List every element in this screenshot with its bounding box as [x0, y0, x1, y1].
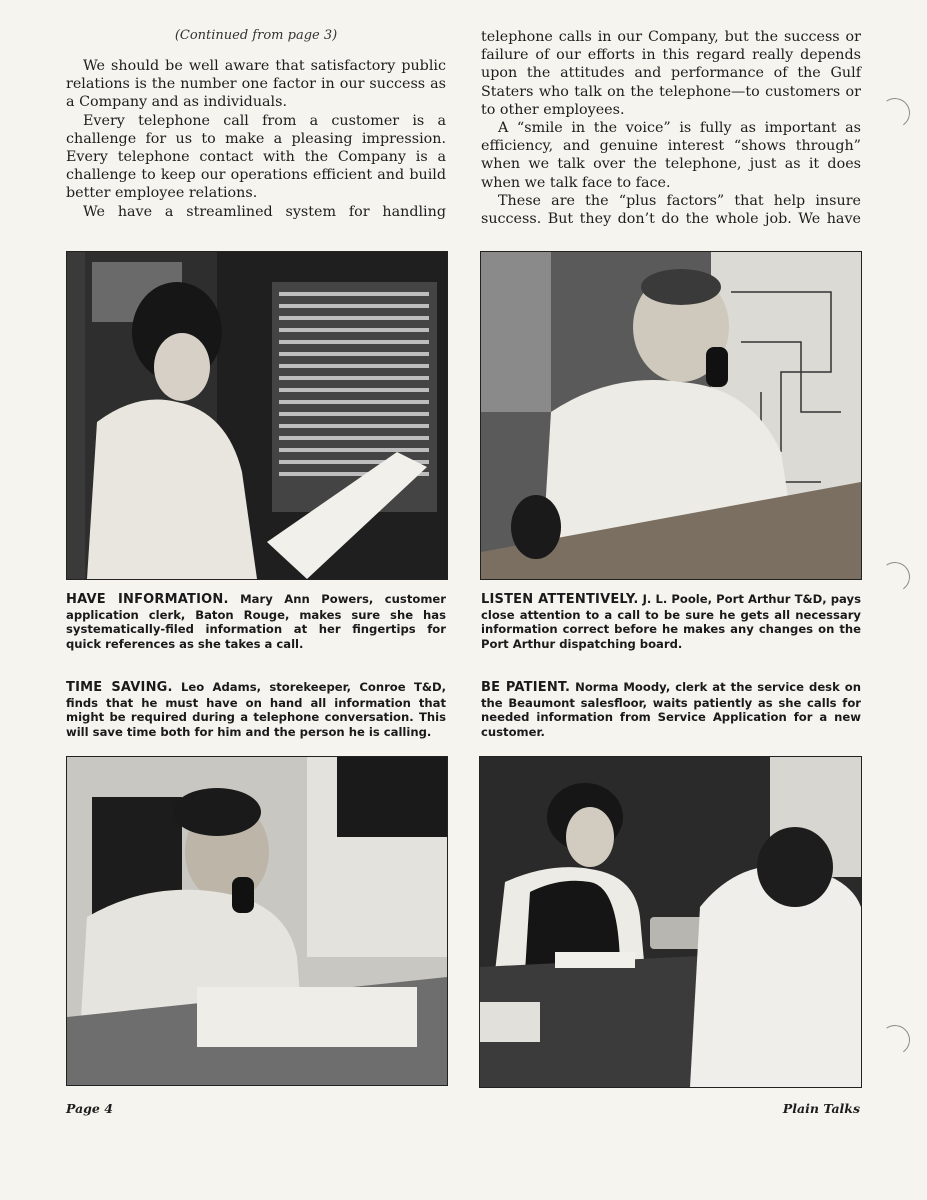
body-paragraph: telephone calls in our Company, but the success or failure of our efforts in this regard really depends upon the attitudes and performance of the Gulf Staters who talk on the telephone—to customers or to other employees.	[481, 29, 861, 118]
photo-caption	[66, 592, 446, 651]
body-paragraph: A “smile in the voice” is fully as important as efficiency, and genuine interest “shows through” when we talk over the telephone, just as it does when we talk face to face.	[481, 120, 861, 191]
caption-heading: BE PATIENT.	[481, 680, 571, 695]
photo-be-patient	[479, 756, 862, 1088]
photo-caption	[66, 680, 446, 739]
caption-heading: TIME SAVING.	[66, 680, 173, 695]
photo-illustration	[67, 757, 447, 1085]
photo-time-saving	[66, 756, 448, 1086]
body-paragraph: We have a streamlined system for handling	[83, 203, 446, 220]
continued-note: (Continued from page 3)	[174, 28, 338, 43]
photo-illustration	[67, 252, 447, 579]
caption-body: Mary Ann Powers, customer application clerk, Baton Rouge, makes sure she has systematically-filed information at her fingertips for quick references as she takes a call.	[66, 592, 446, 651]
caption-heading: HAVE INFORMATION.	[66, 592, 229, 607]
body-paragraph: We should be well aware that satisfactory public relations is the number one factor in our success as a Company and as individuals.	[66, 58, 446, 111]
caption-body: J. L. Poole, Port Arthur T&D, pays close attention to a call to be sure he gets all necessary information correct before he makes any changes on the Port Arthur dispatching board.	[481, 592, 861, 651]
right-text-column	[481, 28, 861, 228]
photo-illustration	[481, 252, 861, 579]
photo-listen-attentively	[480, 251, 862, 580]
photo-caption	[481, 592, 861, 651]
left-text-column	[66, 28, 446, 221]
caption-body: Norma Moody, clerk at the service desk on the Beaumont salesfloor, waits patiently as she calls for needed information from Service Application for a new customer.	[481, 680, 861, 739]
page-number: Page 4	[66, 1101, 113, 1116]
body-paragraph: Every telephone call from a customer is a challenge for us to make a pleasing impression. Every telephone contact with the Company is a challenge to keep our operations efficient and build better employee relations.	[66, 112, 446, 202]
binder-hole-mark	[878, 96, 913, 131]
body-paragraph: These are the “plus factors” that help insure success. But they don’t do the whole job. We have	[481, 192, 861, 228]
publication-name: Plain Talks	[782, 1101, 860, 1116]
binder-hole-mark	[878, 560, 913, 595]
caption-heading: LISTEN ATTENTIVELY.	[481, 592, 639, 607]
caption-body: Leo Adams, storekeeper, Conroe T&D, finds that he must have on hand all information that might be required during a telephone conversation. This will save time both for him and the person he is calling.	[66, 680, 446, 739]
photo-illustration	[480, 757, 861, 1087]
photo-have-information	[66, 251, 448, 580]
photo-caption	[481, 680, 861, 739]
binder-hole-mark	[878, 1023, 913, 1058]
